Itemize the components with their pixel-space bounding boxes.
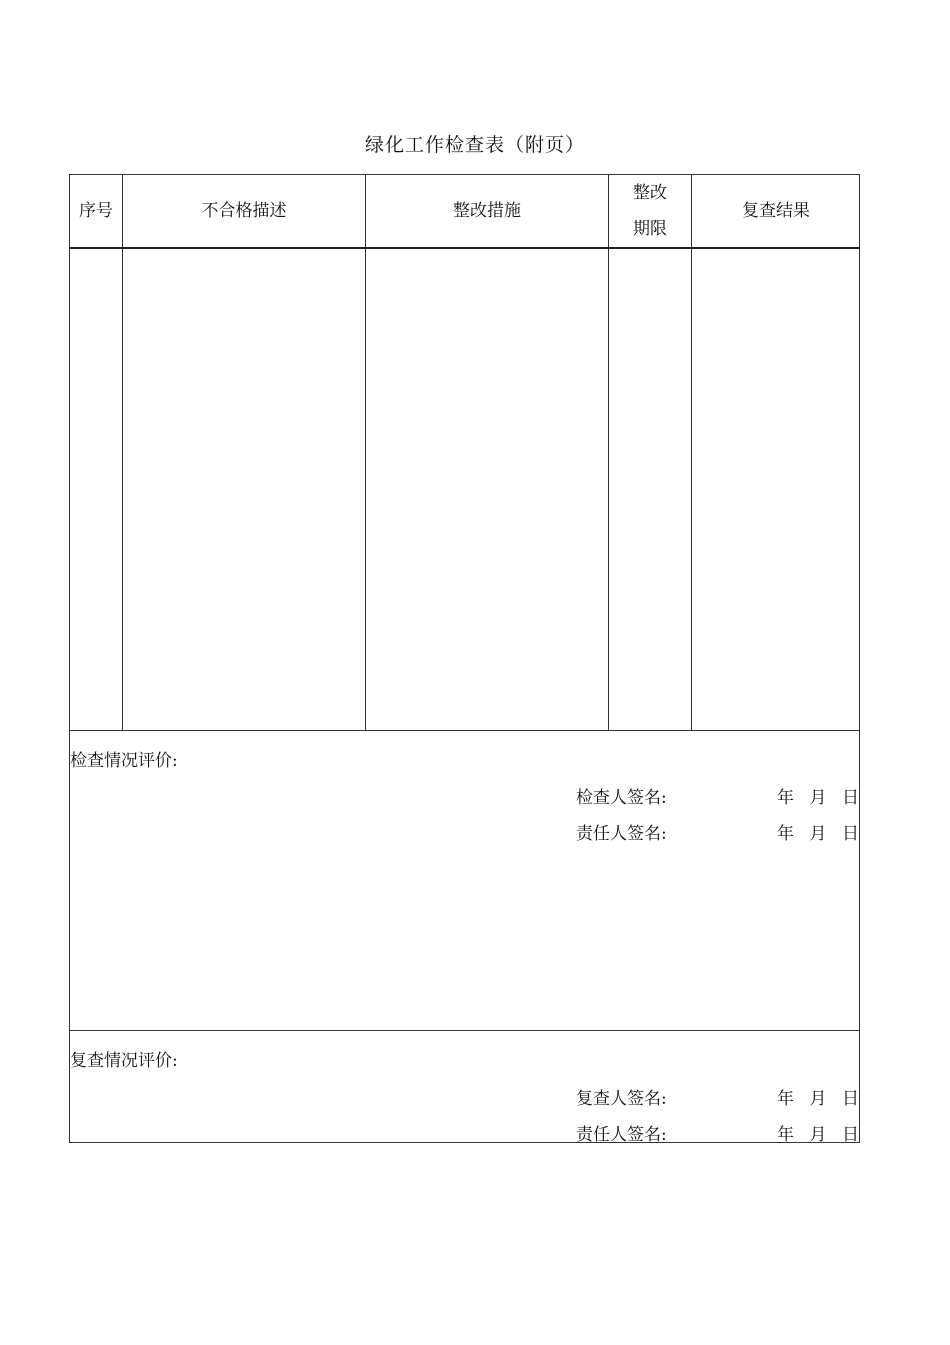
inspector-signature-label: 检查人签名: — [576, 788, 667, 808]
header-review-result: 复查结果 — [742, 201, 810, 221]
date-month: 月 — [809, 1089, 827, 1109]
section-divider — [69, 730, 860, 731]
reviewer-signature-date — [777, 1084, 859, 1109]
date-day: 日 — [842, 1125, 859, 1145]
date-year: 年 — [777, 1089, 794, 1109]
review-evaluation-label: 复查情况评价: — [70, 1051, 178, 1071]
date-year: 年 — [777, 788, 794, 808]
form-title: 绿化工作检查表（附页） — [364, 134, 585, 156]
date-month: 月 — [809, 788, 827, 808]
header-rectification: 整改措施 — [453, 201, 521, 221]
review-responsible-signature-label: 责任人签名: — [576, 1125, 667, 1145]
review-responsible-signature-date — [777, 1120, 859, 1145]
date-month: 月 — [809, 1125, 827, 1145]
header-seq: 序号 — [79, 201, 113, 221]
date-year: 年 — [777, 824, 794, 844]
responsible-signature-date — [777, 819, 859, 844]
column-divider — [122, 174, 123, 731]
section-divider — [69, 1030, 860, 1031]
column-divider — [608, 174, 609, 731]
header-deadline-line1: 整改 — [633, 183, 667, 203]
column-divider — [691, 174, 692, 731]
form-table — [69, 174, 860, 1143]
inspection-evaluation-label: 检查情况评价: — [70, 751, 178, 771]
date-day: 日 — [842, 824, 859, 844]
header-deadline-line2: 期限 — [633, 219, 667, 239]
header-divider — [69, 247, 860, 249]
reviewer-signature-label: 复查人签名: — [576, 1089, 667, 1109]
header-deadline — [609, 175, 691, 247]
column-divider — [365, 174, 366, 731]
inspector-signature-date — [777, 783, 859, 808]
date-year: 年 — [777, 1125, 794, 1145]
date-day: 日 — [842, 1089, 859, 1109]
responsible-signature-label: 责任人签名: — [576, 824, 667, 844]
date-month: 月 — [809, 824, 827, 844]
date-day: 日 — [842, 788, 859, 808]
header-nonconformity: 不合格描述 — [201, 201, 287, 221]
